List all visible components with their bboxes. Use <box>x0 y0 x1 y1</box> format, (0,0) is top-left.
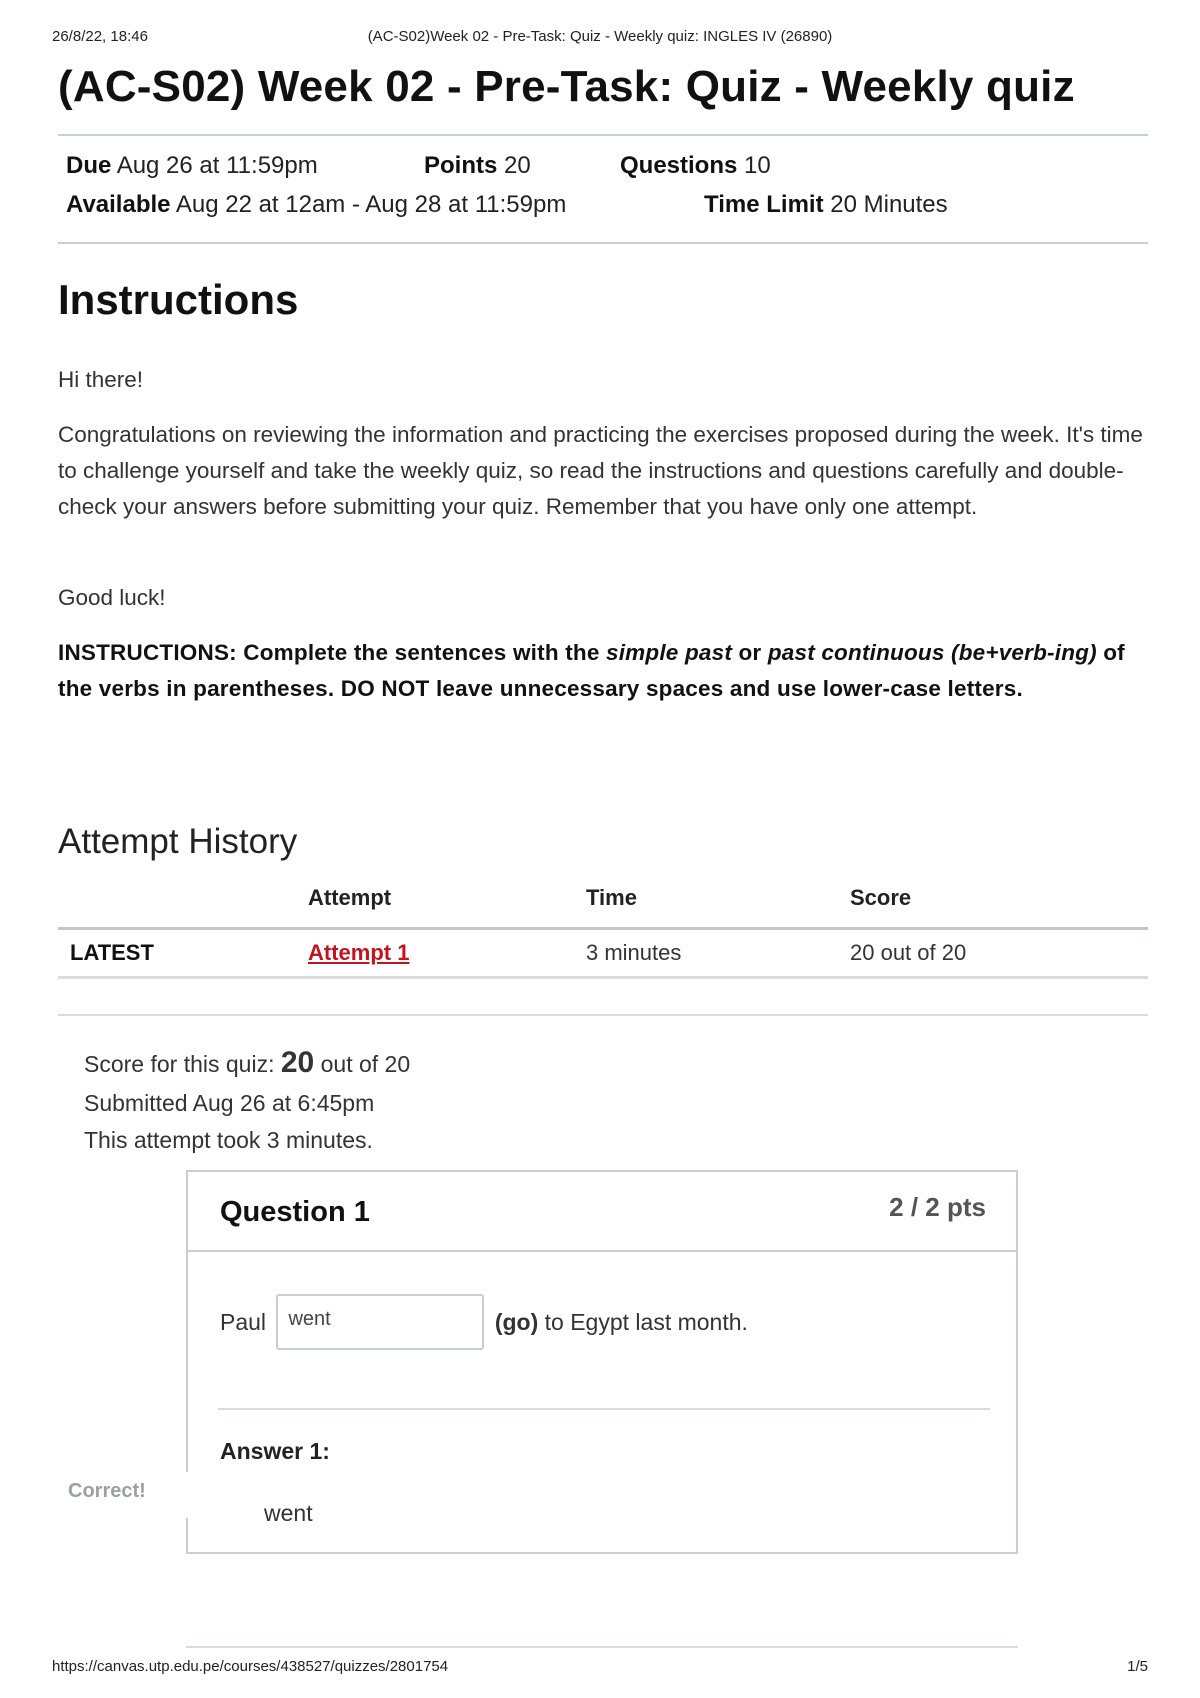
task-text: or <box>732 640 768 665</box>
divider <box>58 242 1148 244</box>
question-card <box>186 1170 1018 1554</box>
score-prefix: Score for this quiz: <box>84 1051 281 1077</box>
correct-answer-tag: Correct! <box>68 1480 146 1502</box>
questions-label: Questions <box>620 152 738 179</box>
divider <box>58 134 1148 136</box>
divider <box>58 1014 1148 1016</box>
available-value: Aug 22 at 12am - Aug 28 at 11:59pm <box>175 191 567 218</box>
task-text: INSTRUCTIONS: Complete the sentences with the <box>58 640 607 665</box>
time-limit-label: Time Limit <box>704 191 824 218</box>
instructions-heading: Instructions <box>58 276 299 323</box>
available-detail <box>66 191 566 219</box>
score-summary <box>84 1046 410 1080</box>
questions-value: 10 <box>744 152 771 179</box>
question-header <box>188 1172 1016 1252</box>
print-header <box>52 28 1148 48</box>
attempt-history-heading: Attempt History <box>58 822 298 861</box>
table-header-row <box>58 885 1148 929</box>
due-label: Due <box>66 152 112 179</box>
due-value: Aug 26 at 11:59pm <box>116 152 318 179</box>
sentence-end: to Egypt last month. <box>538 1309 748 1336</box>
divider <box>186 1646 1018 1648</box>
page-title: (AC-S02) Week 02 - Pre-Task: Quiz - Weekly quiz <box>58 62 1075 111</box>
points-label: Points <box>424 152 498 179</box>
print-page-number: 1/5 <box>1127 1658 1148 1675</box>
print-date: 26/8/22, 18:46 <box>52 28 148 45</box>
print-footer <box>52 1658 1148 1678</box>
instructions-body: Congratulations on reviewing the information and practicing the exercises proposed during the week. It's time to challenge yourself and take the weekly quiz, so read the instructions and questions carefully and double-check your answers before submitting your quiz. Remember that you have only one attempt. <box>58 422 1143 519</box>
print-url: https://canvas.utp.edu.pe/courses/438527/quizzes/2801754 <box>52 1658 449 1675</box>
correct-indicator-notch <box>182 1472 190 1518</box>
points-detail <box>424 152 531 180</box>
points-value: 20 <box>504 152 531 179</box>
instructions-greeting: Hi there! <box>58 367 144 392</box>
column-header-attempt: Attempt <box>308 885 586 929</box>
submitted-time: Submitted Aug 26 at 6:45pm <box>84 1090 375 1116</box>
due-detail <box>66 152 318 180</box>
print-document-title: (AC-S02)Week 02 - Pre-Task: Quiz - Weekly quiz: INGLES IV (26890) <box>367 28 833 45</box>
column-header-score: Score <box>850 885 1148 929</box>
available-label: Available <box>66 191 171 218</box>
instructions-task <box>58 635 1148 707</box>
answer-input[interactable]: went <box>276 1294 484 1350</box>
verb-hint: (go) <box>494 1309 539 1336</box>
table-row <box>58 929 1148 978</box>
score-suffix: out of 20 <box>314 1051 411 1077</box>
instructions-good-luck: Good luck! <box>58 585 166 610</box>
attempt-score: 20 out of 20 <box>850 929 1148 978</box>
column-header-status <box>58 885 308 929</box>
task-emphasis-past-continuous: past continuous (be+verb-ing) <box>767 640 1097 665</box>
attempt-history-table <box>58 885 1148 979</box>
sentence-start: Paul <box>220 1309 267 1336</box>
question-points: 2 / 2 pts <box>889 1192 986 1222</box>
answer-label: Answer 1: <box>220 1438 330 1464</box>
attempt-link[interactable]: Attempt 1 <box>308 940 410 965</box>
attempt-cell <box>308 929 586 978</box>
task-emphasis-simple-past: simple past <box>606 640 733 665</box>
attempt-time: 3 minutes <box>586 929 850 978</box>
question-sentence <box>220 1296 748 1352</box>
column-header-time: Time <box>586 885 850 929</box>
score-value: 20 <box>280 1046 315 1079</box>
task-text: of the verbs in parentheses. DO NOT leave unnecessary spaces and use lower-case letters. <box>58 640 1125 701</box>
questions-detail <box>620 152 771 180</box>
time-limit-value: 20 Minutes <box>830 191 948 218</box>
attempt-status: LATEST <box>58 929 308 978</box>
attempt-duration: This attempt took 3 minutes. <box>84 1127 373 1153</box>
divider <box>218 1408 990 1410</box>
question-title: Question 1 <box>220 1196 370 1228</box>
answer-value: went <box>264 1500 313 1526</box>
time-limit-detail <box>704 191 948 219</box>
